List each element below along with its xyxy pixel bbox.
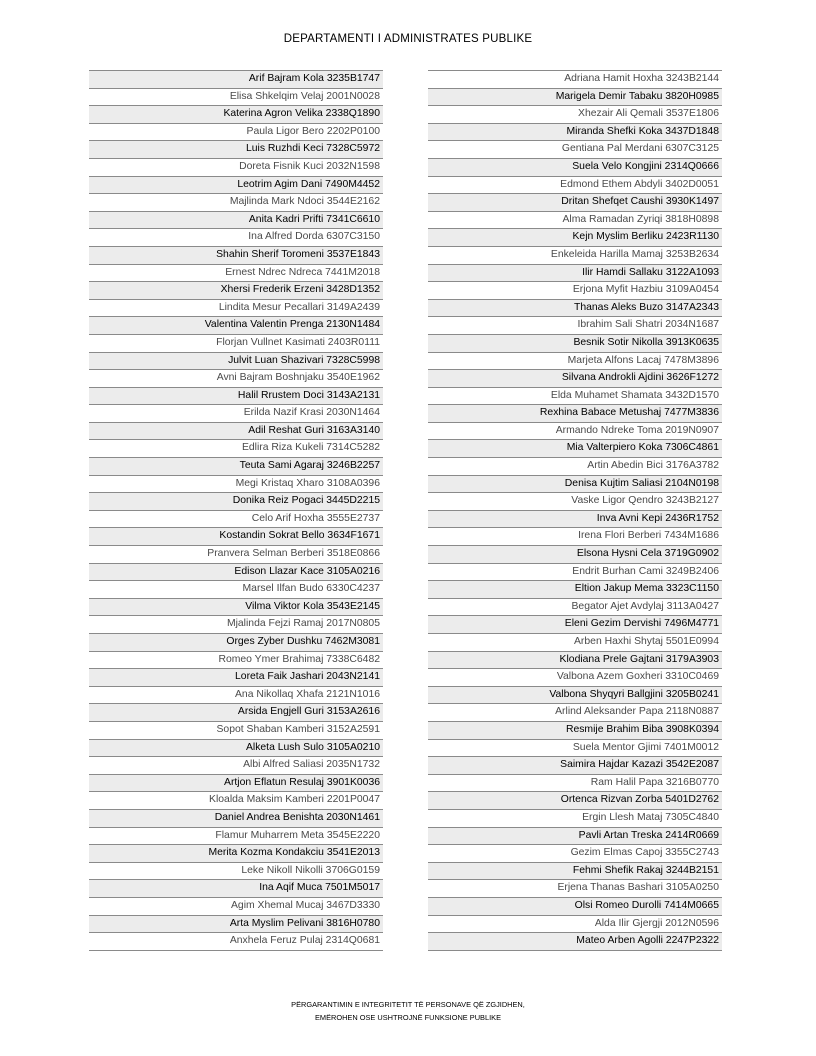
name-row: Silvana Androkli Ajdini 3626F1272	[428, 370, 722, 388]
name-row: Artin Abedin Bici 3176A3782	[428, 458, 722, 476]
name-row: Vilma Viktor Kola 3543E2145	[89, 599, 383, 617]
name-row: Arta Myslim Pelivani 3816H0780	[89, 916, 383, 934]
name-row: Mateo Arben Agolli 2247P2322	[428, 933, 722, 951]
name-row: Alda Ilir Gjergji 2012N0596	[428, 916, 722, 934]
name-row: Julvit Luan Shazivari 7328C5998	[89, 353, 383, 371]
name-row: Klodiana Prele Gajtani 3179A3903	[428, 652, 722, 670]
name-row: Doreta Fisnik Kuci 2032N1598	[89, 159, 383, 177]
name-row: Arlind Aleksander Papa 2118N0887	[428, 704, 722, 722]
name-row: Armando Ndreke Toma 2019N0907	[428, 423, 722, 441]
name-row: Ina Aqif Muca 7501M5017	[89, 880, 383, 898]
name-row: Daniel Andrea Benishta 2030N1461	[89, 810, 383, 828]
name-row: Arsida Engjell Guri 3153A2616	[89, 704, 383, 722]
name-row: Eltion Jakup Mema 3323C1150	[428, 581, 722, 599]
name-row: Suela Velo Kongjini 2314Q0666	[428, 159, 722, 177]
name-row: Megi Kristaq Xharo 3108A0396	[89, 476, 383, 494]
name-row: Ram Halil Papa 3216B0770	[428, 775, 722, 793]
name-row: Adil Reshat Guri 3163A3140	[89, 423, 383, 441]
name-row: Erilda Nazif Krasi 2030N1464	[89, 405, 383, 423]
name-row: Endrit Burhan Cami 3249B2406	[428, 564, 722, 582]
name-row: Rexhina Babace Metushaj 7477M3836	[428, 405, 722, 423]
name-row: Ilir Hamdi Sallaku 3122A1093	[428, 265, 722, 283]
name-row: Fehmi Shefik Rakaj 3244B2151	[428, 863, 722, 881]
name-row: Flamur Muharrem Meta 3545E2220	[89, 828, 383, 846]
name-row: Pavli Artan Treska 2414R0669	[428, 828, 722, 846]
name-row: Donika Reiz Pogaci 3445D2215	[89, 493, 383, 511]
name-row: Anxhela Feruz Pulaj 2314Q0681	[89, 933, 383, 951]
name-row: Romeo Ymer Brahimaj 7338C6482	[89, 652, 383, 670]
name-row: Denisa Kujtim Saliasi 2104N0198	[428, 476, 722, 494]
name-row: Florjan Vullnet Kasimati 2403R0111	[89, 335, 383, 353]
name-row: Eleni Gezim Dervishi 7496M4771	[428, 616, 722, 634]
footer-line-1: PËRGARANTIMIN E INTEGRITETIT TË PERSONAVE QË ZGJIDHEN,	[291, 1000, 525, 1009]
name-row: Anita Kadri Prifti 7341C6610	[89, 212, 383, 230]
name-row: Miranda Shefki Koka 3437D1848	[428, 124, 722, 142]
name-row: Alketa Lush Sulo 3105A0210	[89, 740, 383, 758]
name-row: Adriana Hamit Hoxha 3243B2144	[428, 71, 722, 89]
name-row: Ibrahim Sali Shatri 2034N1687	[428, 317, 722, 335]
name-row: Ergin Llesh Mataj 7305C4840	[428, 810, 722, 828]
name-row: Katerina Agron Velika 2338Q1890	[89, 106, 383, 124]
name-row: Ortenca Rizvan Zorba 5401D2762	[428, 792, 722, 810]
name-row: Shahin Sherif Toromeni 3537E1843	[89, 247, 383, 265]
name-row: Luis Ruzhdi Keci 7328C5972	[89, 141, 383, 159]
name-row: Artjon Eflatun Resulaj 3901K0036	[89, 775, 383, 793]
name-row: Thanas Aleks Buzo 3147A2343	[428, 300, 722, 318]
name-row: Gezim Elmas Capoj 3355C2743	[428, 845, 722, 863]
name-row: Kostandin Sokrat Bello 3634F1671	[89, 528, 383, 546]
name-row: Paula Ligor Bero 2202P0100	[89, 124, 383, 142]
name-row: Saimira Hajdar Kazazi 3542E2087	[428, 757, 722, 775]
name-row: Merita Kozma Kondakciu 3541E2013	[89, 845, 383, 863]
name-row: Dritan Shefqet Caushi 3930K1497	[428, 194, 722, 212]
name-row: Gentiana Pal Merdani 6307C3125	[428, 141, 722, 159]
page-footer	[0, 998, 816, 1024]
name-row: Celo Arif Hoxha 3555E2737	[89, 511, 383, 529]
name-row: Vaske Ligor Qendro 3243B2127	[428, 493, 722, 511]
name-row: Inva Avni Kepi 2436R1752	[428, 511, 722, 529]
name-row: Xhersi Frederik Erzeni 3428D1352	[89, 282, 383, 300]
name-row: Mjalinda Fejzi Ramaj 2017N0805	[89, 616, 383, 634]
name-row: Suela Mentor Gjimi 7401M0012	[428, 740, 722, 758]
name-row: Olsi Romeo Durolli 7414M0665	[428, 898, 722, 916]
name-row: Valbona Shyqyri Ballgjini 3205B0241	[428, 687, 722, 705]
name-row: Ernest Ndrec Ndreca 7441M2018	[89, 265, 383, 283]
name-row: Kloalda Maksim Kamberi 2201P0047	[89, 792, 383, 810]
name-row: Edmond Ethem Abdyli 3402D0051	[428, 177, 722, 195]
name-row: Marjeta Alfons Lacaj 7478M3896	[428, 353, 722, 371]
name-row: Ana Nikollaq Xhafa 2121N1016	[89, 687, 383, 705]
name-row: Resmije Brahim Biba 3908K0394	[428, 722, 722, 740]
name-row: Valentina Valentin Prenga 2130N1484	[89, 317, 383, 335]
name-row: Sopot Shaban Kamberi 3152A2591	[89, 722, 383, 740]
name-row: Agim Xhemal Mucaj 3467D3330	[89, 898, 383, 916]
name-row: Lindita Mesur Pecallari 3149A2439	[89, 300, 383, 318]
name-row: Elisa Shkelqim Velaj 2001N0028	[89, 89, 383, 107]
left-name-column	[89, 70, 383, 951]
name-row: Alma Ramadan Zyriqi 3818H0898	[428, 212, 722, 230]
name-row: Loreta Faik Jashari 2043N2141	[89, 669, 383, 687]
name-row: Avni Bajram Boshnjaku 3540E1962	[89, 370, 383, 388]
name-row: Leke Nikoll Nikolli 3706G0159	[89, 863, 383, 881]
name-row: Enkeleida Harilla Mamaj 3253B2634	[428, 247, 722, 265]
name-row: Erjona Myfit Hazbiu 3109A0454	[428, 282, 722, 300]
name-row: Leotrim Agim Dani 7490M4452	[89, 177, 383, 195]
name-row: Majlinda Mark Ndoci 3544E2162	[89, 194, 383, 212]
name-row: Edlira Riza Kukeli 7314C5282	[89, 440, 383, 458]
name-row: Arben Haxhi Shytaj 5501E0994	[428, 634, 722, 652]
page-title: DEPARTAMENTI I ADMINISTRATES PUBLIKE	[283, 33, 533, 45]
name-row: Elsona Hysni Cela 3719G0902	[428, 546, 722, 564]
name-row: Albi Alfred Saliasi 2035N1732	[89, 757, 383, 775]
name-row: Elda Muhamet Shamata 3432D1570	[428, 388, 722, 406]
name-row: Marigela Demir Tabaku 3820H0985	[428, 89, 722, 107]
name-row: Marsel Ilfan Budo 6330C4237	[89, 581, 383, 599]
name-row: Kejn Myslim Berliku 2423R1130	[428, 229, 722, 247]
name-row: Edison Llazar Kace 3105A0216	[89, 564, 383, 582]
name-row: Besnik Sotir Nikolla 3913K0635	[428, 335, 722, 353]
name-row: Erjena Thanas Bashari 3105A0250	[428, 880, 722, 898]
name-row: Irena Flori Berberi 7434M1686	[428, 528, 722, 546]
name-row: Pranvera Selman Berberi 3518E0866	[89, 546, 383, 564]
right-name-column	[428, 70, 722, 951]
name-row: Arif Bajram Kola 3235B1747	[89, 71, 383, 89]
name-row: Ina Alfred Dorda 6307C3150	[89, 229, 383, 247]
name-row: Orges Zyber Dushku 7462M3081	[89, 634, 383, 652]
name-row: Valbona Azem Goxheri 3310C0469	[428, 669, 722, 687]
name-row: Teuta Sami Agaraj 3246B2257	[89, 458, 383, 476]
name-row: Begator Ajet Avdylaj 3113A0427	[428, 599, 722, 617]
name-row: Xhezair Ali Qemali 3537E1806	[428, 106, 722, 124]
footer-line-2: EMËROHEN OSE USHTROJNË FUNKSIONE PUBLIKE	[314, 1013, 502, 1022]
name-row: Halil Rrustem Doci 3143A2131	[89, 388, 383, 406]
name-row: Mia Valterpiero Koka 7306C4861	[428, 440, 722, 458]
